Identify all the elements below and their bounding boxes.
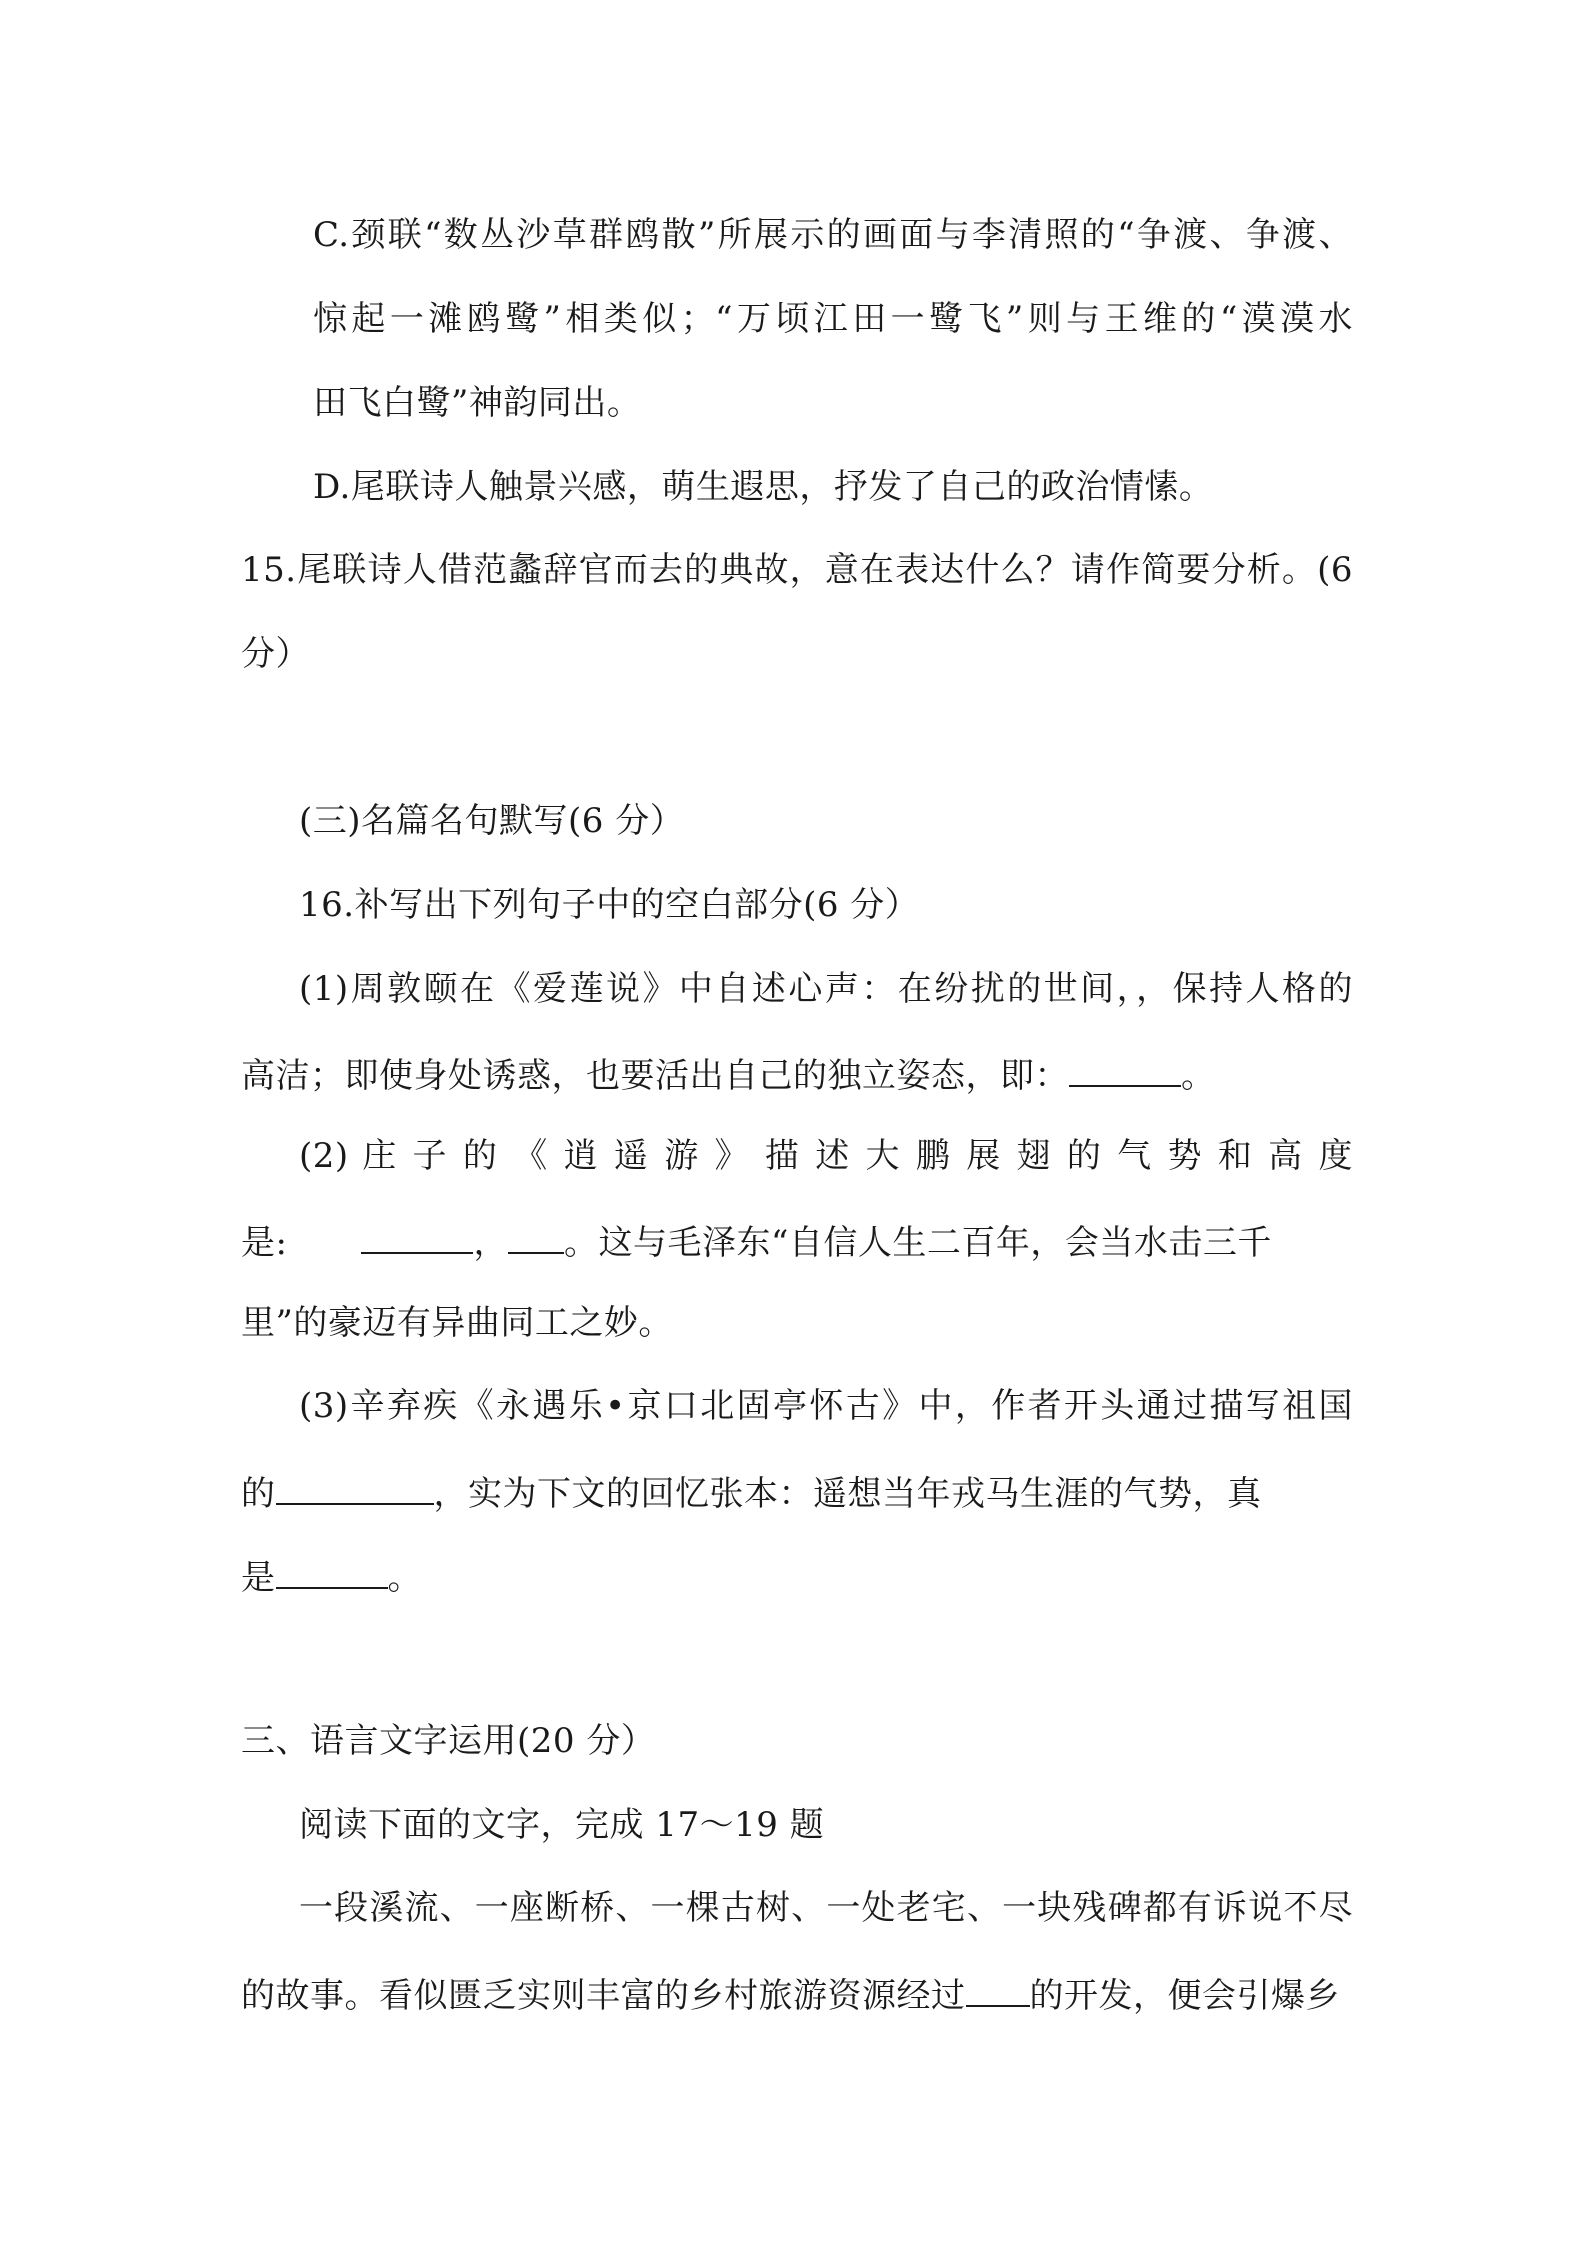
item-2-line-1: (2) 庄 子 的 《 逍 遥 游 》 描 述 大 鹏 展 翅 的 气 势 和 高 度: [299, 1136, 1353, 1176]
item-1-end: 。: [1181, 1056, 1216, 1096]
item-1-line-2: [241, 1055, 1216, 1096]
reading-instruction: 阅读下面的文字，完成 17～19 题: [299, 1805, 825, 1845]
item-3-text-c: 是: [241, 1558, 276, 1598]
option-c-line-3: 田飞白鹭”神韵同出。: [313, 383, 642, 423]
item-3-end: 。: [387, 1558, 422, 1598]
item-2-line-2: [241, 1222, 1272, 1263]
question-16-title: 16.补写出下列句子中的空白部分(6 分）: [299, 885, 920, 925]
passage-text-a: 的故事。看似匮乏实则丰富的乡村旅游资源经过: [241, 1976, 966, 2016]
item-3-line-3: [241, 1557, 422, 1598]
option-c-line-2: 惊起一滩鸥鹭”相类似；“万顷江田一鹭飞”则与王维的“漠漠水: [313, 299, 1353, 339]
answer-blank[interactable]: [361, 1222, 473, 1254]
item-1-line-1: (1)周敦颐在《爱莲说》中自述心声：在纷扰的世间，，保持人格的: [299, 969, 1353, 1009]
answer-blank[interactable]: [1069, 1055, 1181, 1087]
answer-blank[interactable]: [276, 1473, 434, 1505]
item-2-label: 是:: [241, 1223, 288, 1263]
answer-blank[interactable]: [276, 1557, 388, 1589]
item-2-text: 。这与毛泽东“自信人生二百年，会当水击三千: [563, 1223, 1272, 1263]
question-15-line-2: 分）: [241, 634, 310, 674]
answer-blank[interactable]: [508, 1222, 564, 1254]
passage-line-1: 一段溪流、一座断桥、一棵古树、一处老宅、一块残碑都有诉说不尽: [299, 1888, 1353, 1928]
option-d-line-1: D.尾联诗人触景兴感，萌生遐思，抒发了自己的政治情愫。: [313, 467, 1214, 507]
answer-blank[interactable]: [966, 1975, 1030, 2007]
item-3-text-a: 的: [241, 1474, 276, 1514]
question-15-line-1: 15.尾联诗人借范蠡辞官而去的典故，意在表达什么？请作简要分析。(6: [241, 550, 1353, 590]
option-c-line-1: C.颈联“数丛沙草群鸥散”所展示的画面与李清照的“争渡、争渡、: [313, 215, 1353, 255]
item-2-line-3: 里”的豪迈有异曲同工之妙。: [241, 1303, 673, 1343]
item-2-comma: ，: [473, 1223, 508, 1263]
item-1-text: 高洁；即使身处诱惑，也要活出自己的独立姿态，即：: [241, 1056, 1069, 1096]
item-3-text-b: ，实为下文的回忆张本：遥想当年戎马生涯的气势，真: [433, 1474, 1262, 1514]
item-3-line-1: (3)辛弃疾《永遇乐•京口北固亭怀古》中，作者开头通过描写祖国: [299, 1386, 1353, 1426]
section-heading: (三)名篇名句默写(6 分）: [299, 801, 685, 841]
passage-text-b: 的开发，便会引爆乡: [1029, 1976, 1340, 2016]
part-3-heading: 三、语言文字运用(20 分）: [241, 1721, 656, 1761]
item-3-line-2: [241, 1473, 1262, 1514]
passage-line-2: [241, 1975, 1340, 2016]
